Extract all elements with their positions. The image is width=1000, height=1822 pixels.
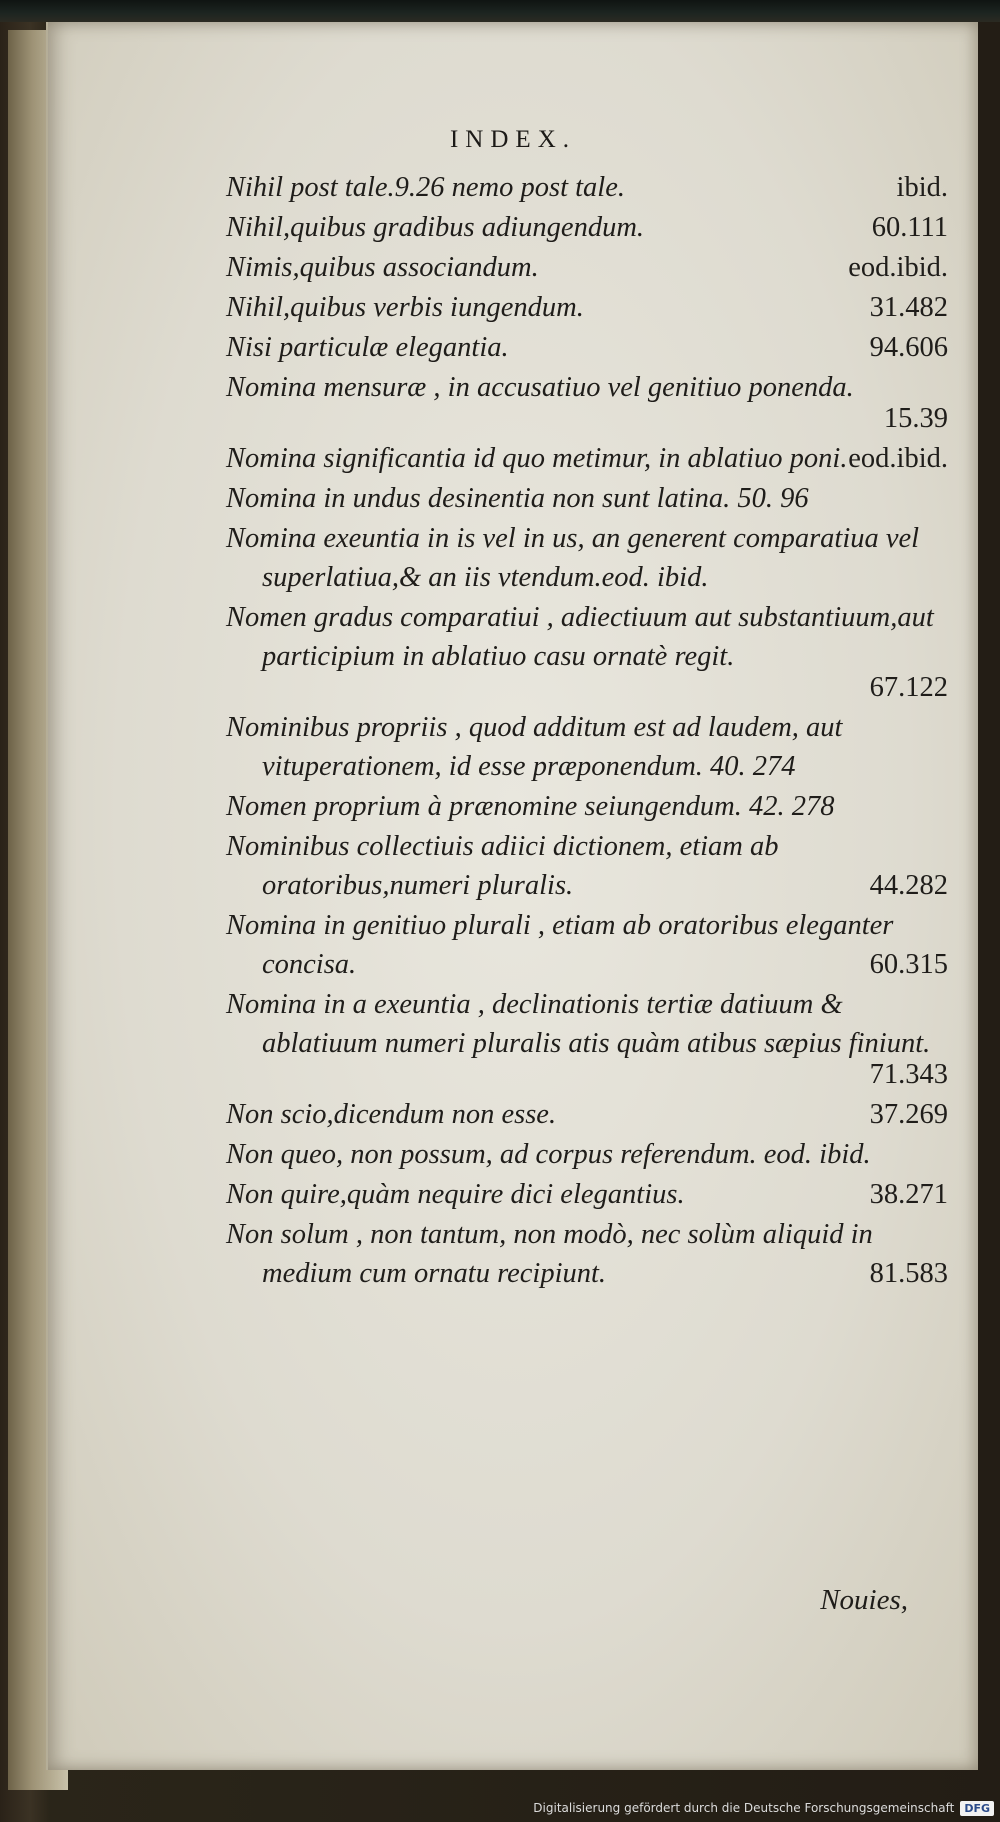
- entry-reference: 37.269: [869, 1099, 948, 1130]
- index-entry: [226, 208, 948, 247]
- entry-reference: ibid.: [896, 172, 948, 203]
- entry-reference: 44.282: [869, 870, 948, 901]
- entry-reference: 31.482: [869, 292, 948, 323]
- index-entry: [226, 328, 948, 367]
- entry-text: Nomina in a exeuntia , declinationis tertiæ datiuum & ablatiuum numeri pluralis atis quàm atibus sæpius finiunt.: [226, 989, 931, 1059]
- index-entry: [226, 1095, 948, 1134]
- index-entry: [226, 906, 948, 984]
- entry-reference: eod.ibid.: [848, 443, 948, 474]
- index-entry: [226, 598, 948, 707]
- index-entry: [226, 519, 948, 597]
- entry-text: Nomina in genitiuo plurali , etiam ab oratoribus eleganter concisa.: [226, 910, 894, 980]
- entry-text: Nihil,quibus verbis iungendum.: [226, 292, 584, 323]
- credit-text: Digitalisierung gefördert durch die Deutsche Forschungsgemeinschaft: [533, 1801, 955, 1815]
- entry-text: Nisi particulæ elegantia.: [226, 332, 509, 363]
- index-entry: [226, 787, 948, 826]
- entry-reference: 81.583: [869, 1258, 948, 1289]
- entry-text: Nihil post tale.9.26 nemo post tale.: [226, 172, 625, 203]
- entry-text: Non queo, non possum, ad corpus referendum. eod. ibid.: [226, 1139, 871, 1170]
- book-page: [46, 22, 978, 1770]
- entry-text: Nomina mensuræ , in accusatiuo vel genitiuo ponenda.: [226, 372, 854, 403]
- catchword: Nouies,: [820, 1584, 908, 1616]
- entry-text: Non solum , non tantum, non modò, nec solùm aliquid in medium cum ornatu recipiunt.: [226, 1219, 873, 1289]
- entry-text: Nihil,quibus gradibus adiungendum.: [226, 212, 645, 243]
- entry-reference: 38.271: [869, 1179, 948, 1210]
- entry-text: Non quire,quàm nequire dici elegantius.: [226, 1179, 685, 1210]
- index-entry: [226, 288, 948, 327]
- entry-text: Nomina significantia id quo metimur, in ablatiuo poni.: [226, 443, 848, 474]
- dfg-logo: DFG: [960, 1801, 994, 1816]
- entry-reference: 60.315: [869, 949, 948, 980]
- index-entry: [226, 985, 948, 1094]
- entry-reference: 71.343: [869, 1059, 948, 1090]
- index-entry: [226, 708, 948, 786]
- index-entry: [226, 248, 948, 287]
- index-entry: [226, 1135, 948, 1174]
- entry-text: Nomen proprium à prænomine seiungendum. 42. 278: [226, 791, 835, 822]
- entry-reference: 67.122: [869, 672, 948, 703]
- entry-reference: 15.39: [883, 403, 948, 434]
- index-entry: [226, 368, 948, 438]
- page-header: INDEX.: [449, 126, 576, 153]
- entry-text: Non scio,dicendum non esse.: [226, 1099, 557, 1130]
- digitization-credit: [533, 1798, 994, 1818]
- entry-text: Nomen gradus comparatiui , adiectiuum aut substantiuum,aut participium in ablatiuo casu ornatè regit.: [226, 602, 934, 672]
- entry-reference: 94.606: [869, 332, 948, 363]
- index-entries: [226, 168, 948, 1294]
- entry-text: Nomina in undus desinentia non sunt latina. 50. 96: [226, 483, 809, 514]
- index-entry: [226, 827, 948, 905]
- entry-text: Nomina exeuntia in is vel in us, an generent comparatiua vel superlatiua,& an iis vtendum.eod. ibid.: [226, 523, 920, 593]
- entry-text: Nominibus collectiuis adiici dictionem, etiam ab oratoribus,numeri pluralis.: [226, 831, 779, 901]
- index-entry: [226, 168, 948, 207]
- entry-text: Nimis,quibus associandum.: [226, 252, 539, 283]
- entry-text: Nominibus propriis , quod additum est ad laudem, aut vituperationem, id esse præponendum. 40. 274: [226, 712, 843, 782]
- index-entry: [226, 479, 948, 518]
- entry-reference: eod.ibid.: [848, 252, 948, 283]
- index-entry: [226, 1215, 948, 1293]
- entry-reference: 60.111: [871, 212, 948, 243]
- index-entry: [226, 439, 948, 478]
- index-entry: [226, 1175, 948, 1214]
- book-binding: [0, 0, 1000, 22]
